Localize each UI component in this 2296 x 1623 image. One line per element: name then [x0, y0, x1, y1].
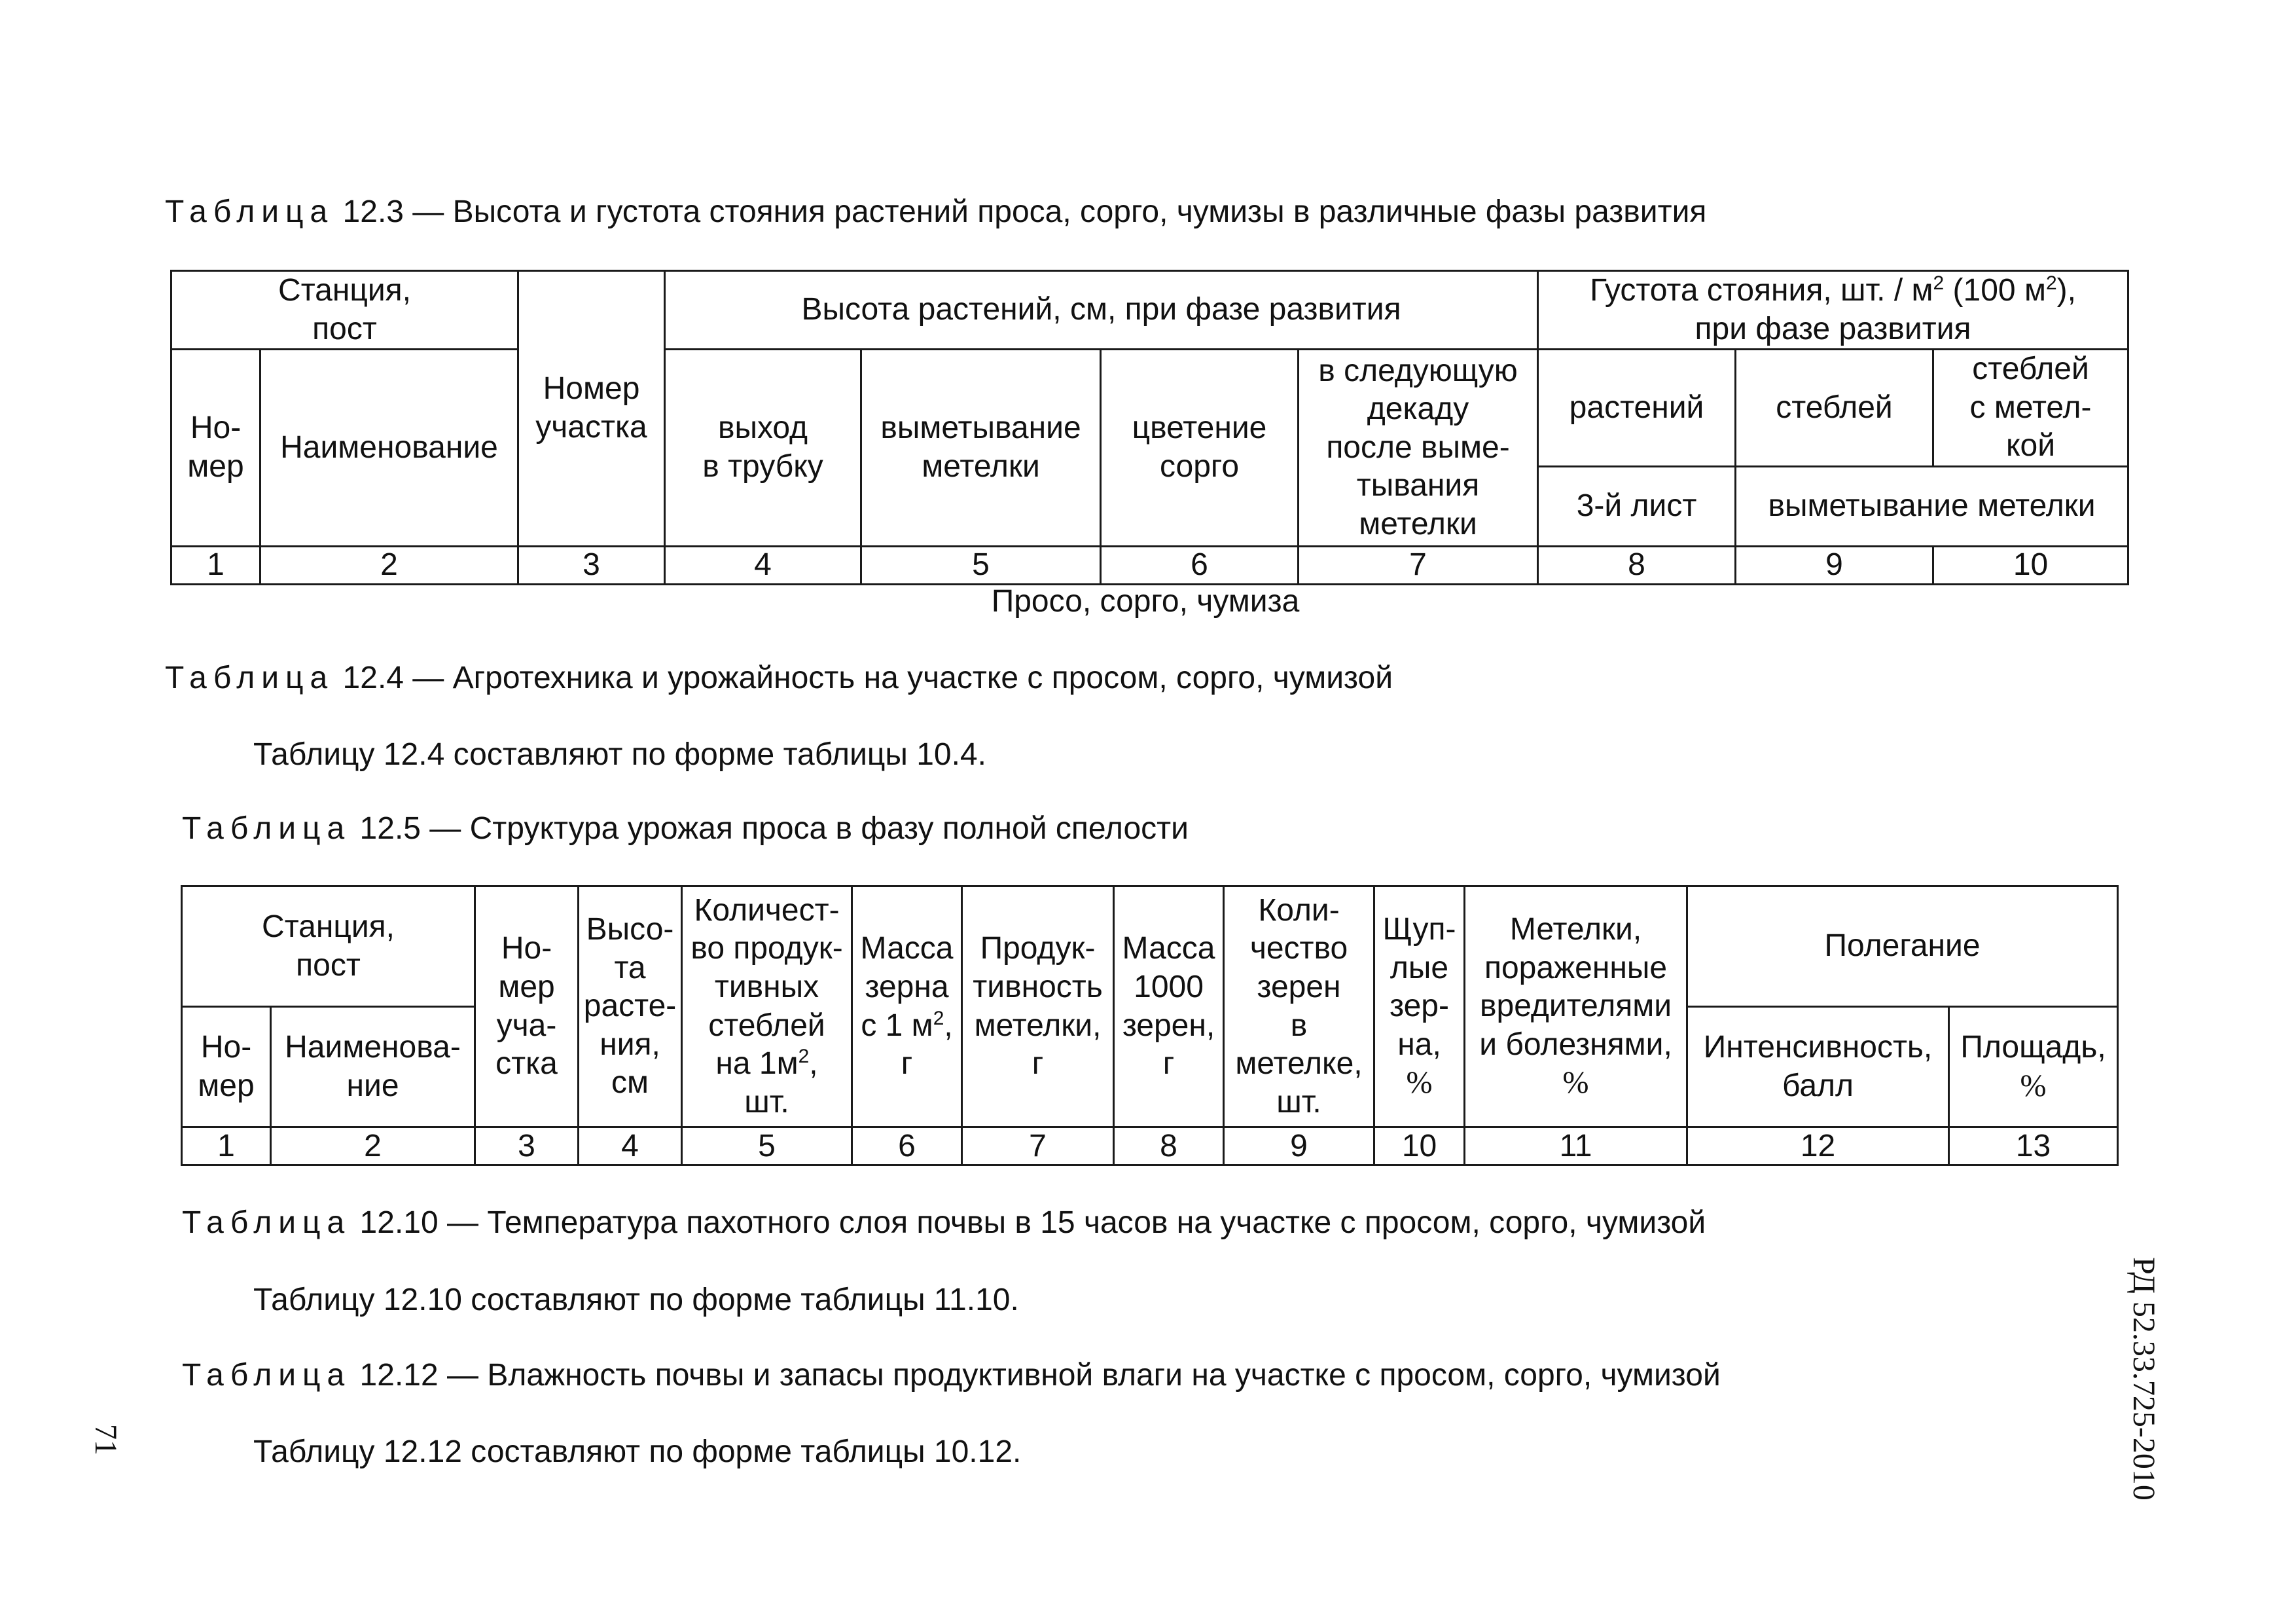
header-station: Станция, пост — [182, 886, 475, 1007]
table-12-5-caption — [182, 812, 1189, 847]
header-panicles-damaged: Метелки, пораженные вредителями и болезнями, % — [1465, 886, 1687, 1127]
header-number: Но- мер — [171, 350, 260, 547]
header-productivity: Продук- тивность метелки, г — [962, 886, 1114, 1127]
header-intensity: Интенсивность, балл — [1687, 1007, 1949, 1127]
table-12-4-note: Таблицу 12.4 составляют по форме таблицы 10.4. — [253, 737, 986, 772]
column-number: 2 — [271, 1127, 475, 1165]
column-number: 8 — [1538, 546, 1736, 584]
column-number: 8 — [1114, 1127, 1224, 1165]
column-number: 6 — [1101, 546, 1299, 584]
caption-text: 12.4 — Агротехника и урожайность на участке с просом, сорго, чумизой — [342, 661, 1393, 695]
table-12-4-caption — [165, 661, 1393, 696]
column-number: 12 — [1687, 1127, 1949, 1165]
header-plot-number: Номер участка — [518, 271, 665, 547]
column-number: 11 — [1465, 1127, 1687, 1165]
header-third-leaf: 3-й лист — [1538, 466, 1736, 546]
caption-text: 12.5 — Структура урожая проса в фазу полной спелости — [359, 811, 1189, 846]
column-number: 9 — [1736, 546, 1933, 584]
column-number: 10 — [1374, 1127, 1465, 1165]
table-12-3-subheading: Просо, сорго, чумиза — [991, 584, 1300, 619]
header-density-group: Густота стояния, шт. / $м^2$ (100 $м^2$), при фазе развития — [1538, 271, 2128, 350]
header-grain-count: Коли- чество зерен в метелке, шт. — [1224, 886, 1374, 1127]
header-stems-count: Количест- во продук- тивных стеблей на $1м^2$, шт. — [682, 886, 852, 1127]
header-tube: выход в трубку — [665, 350, 861, 547]
column-number: 4 — [665, 546, 861, 584]
table-12-5 — [181, 885, 2119, 1166]
column-number: 1 — [182, 1127, 271, 1165]
column-number: 13 — [1949, 1127, 2118, 1165]
header-name: Наименование — [260, 350, 518, 547]
caption-text: 12.12 — Влажность почвы и запасы продуктивной влаги на участке с просом, сорго, чумизой — [359, 1358, 1721, 1393]
table-12-10-note: Таблицу 12.10 составляют по форме таблицы 11.10. — [253, 1283, 1019, 1317]
column-number: 5 — [682, 1127, 852, 1165]
header-name: Наименова- ние — [271, 1007, 475, 1127]
header-next-decade: в следующую декаду после выме- тывания метелки — [1299, 350, 1538, 547]
header-station: Станция, пост — [171, 271, 518, 350]
header-plot-number: Но- мер уча- стка — [475, 886, 579, 1127]
page-number: 71 — [88, 1424, 123, 1455]
header-panicle: выметывание метелки — [861, 350, 1101, 547]
table-12-3-caption — [165, 195, 1706, 230]
caption-prefix: Таблица — [182, 1358, 351, 1393]
table-12-12-note: Таблицу 12.12 составляют по форме таблицы 10.12. — [253, 1434, 1022, 1469]
header-area: Площадь, % — [1949, 1007, 2118, 1127]
column-number: 9 — [1224, 1127, 1374, 1165]
column-number: 3 — [475, 1127, 579, 1165]
column-number: 10 — [1933, 546, 2128, 584]
column-number: 2 — [260, 546, 518, 584]
column-number: 7 — [1299, 546, 1538, 584]
caption-prefix: Таблица — [165, 194, 334, 229]
column-number: 3 — [518, 546, 665, 584]
header-mass-1000: Масса 1000 зерен, г — [1114, 886, 1224, 1127]
caption-text: 12.10 — Температура пахотного слоя почвы в 15 часов на участке с просом, сорго, чумизой — [359, 1205, 1706, 1240]
header-empty-grain: Щуп- лые зер- на, % — [1374, 886, 1465, 1127]
header-stems-panicle: стеблей с метел- кой — [1933, 350, 2128, 467]
caption-prefix: Таблица — [182, 811, 351, 846]
header-panicle-phase: выметывание метелки — [1736, 466, 2128, 546]
caption-text: 12.3 — Высота и густота стояния растений проса, сорго, чумизы в различные фазы развития — [342, 194, 1707, 229]
header-height-group: Высота растений, см, при фазе развития — [665, 271, 1538, 350]
document-code-label: РД 52.33.725-2010 — [2126, 1257, 2161, 1501]
column-number: 1 — [171, 546, 260, 584]
header-lodging: Полегание — [1687, 886, 2118, 1007]
header-plants: растений — [1538, 350, 1736, 467]
column-number: 6 — [852, 1127, 962, 1165]
table-12-3 — [170, 270, 2129, 585]
table-12-10-caption — [182, 1206, 1706, 1241]
column-number: 4 — [579, 1127, 682, 1165]
header-number: Но- мер — [182, 1007, 271, 1127]
column-number: 7 — [962, 1127, 1114, 1165]
header-height: Высо- та расте- ния, см — [579, 886, 682, 1127]
table-12-12-caption — [182, 1359, 1721, 1393]
column-number: 5 — [861, 546, 1101, 584]
header-bloom: цветение сорго — [1101, 350, 1299, 547]
caption-prefix: Таблица — [182, 1205, 351, 1240]
header-grain-mass: Масса зерна с 1 $м^2$, г — [852, 886, 962, 1127]
caption-prefix: Таблица — [165, 661, 334, 695]
header-stems: стеблей — [1736, 350, 1933, 467]
